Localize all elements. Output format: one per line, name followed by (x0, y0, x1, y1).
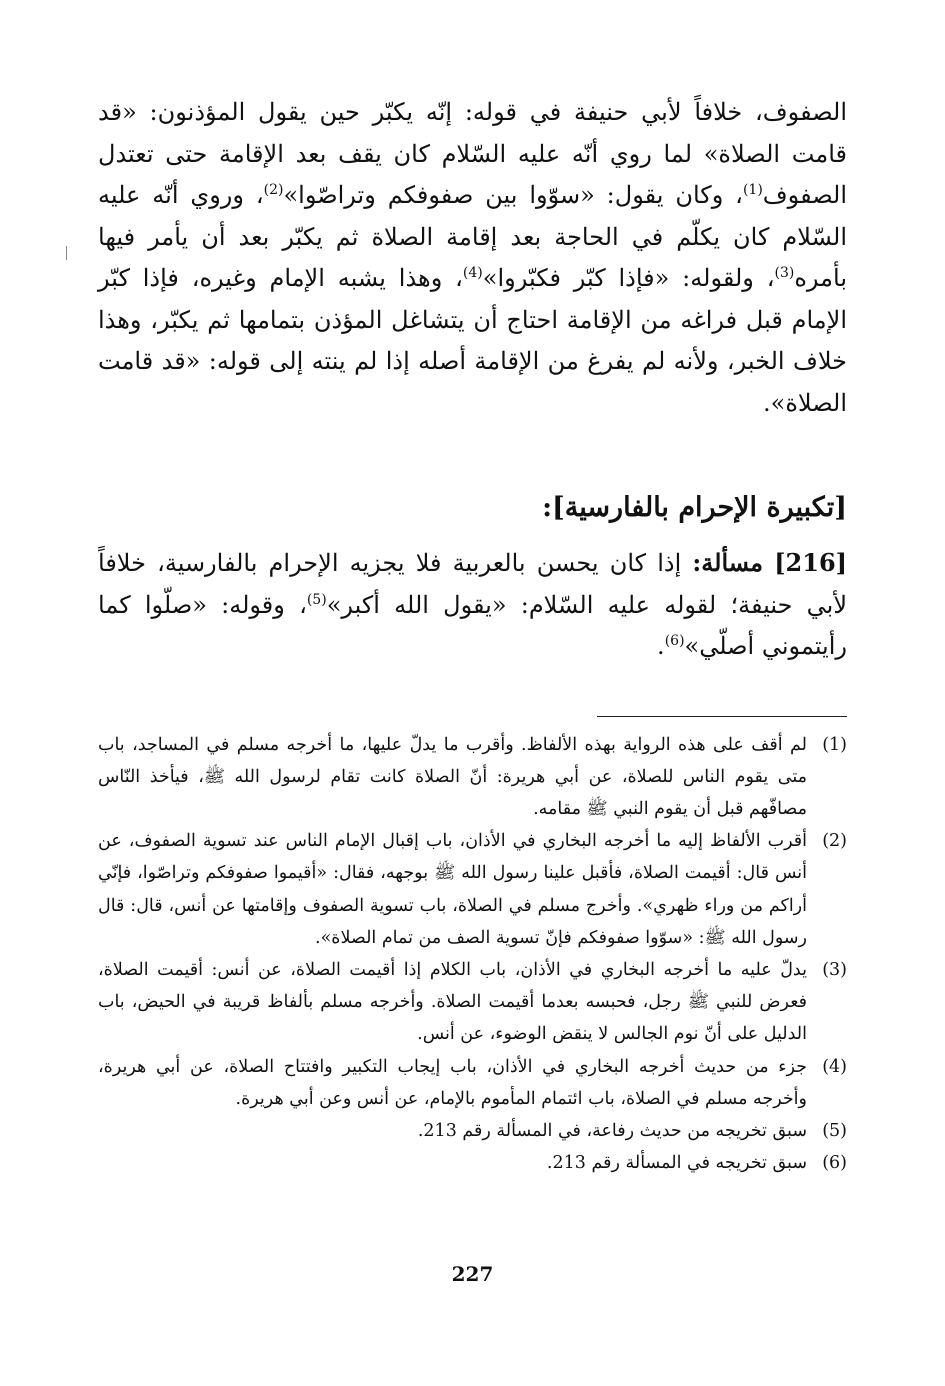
footnote-text: لم أقف على هذه الرواية بهذه الألفاظ. وأقرب ما يدلّ عليها، ما أخرجه مسلم في المساجد، باب متى يقوم الناس للصلاة، عن أبي هريرة: أنّ الصلاة كانت تقام لرسول الله ﷺ، فيأخذ النّاس مصافّهم قبل أن يقوم النبي ﷺ مقامه. (98, 734, 807, 819)
footnote-ref-4: (4) (462, 265, 483, 281)
main-text (98, 92, 847, 668)
footnote-number: (5) (822, 1120, 847, 1141)
footnote-4 (98, 1051, 847, 1115)
footnote-1 (98, 729, 847, 826)
paragraph-1 (98, 92, 847, 424)
footnotes (98, 729, 847, 1180)
footnote-text: سبق تخريجه في المسألة رقم 213. (546, 1153, 807, 1174)
footnote-number: (1) (822, 734, 847, 755)
margin-mark (66, 246, 67, 260)
footnote-2 (98, 825, 847, 954)
footnote-number: (3) (822, 959, 847, 980)
paragraph-1-text: ، وروي أنّه عليه السّلام كان يكلّم في الحاجة بعد إقامة الصلاة ثم يكبّر بعد أن يأمر فيها بأمره (98, 181, 848, 292)
paragraph-1-text: ، وكان يقول: «سوّوا بين صفوفكم وتراصّوا» (283, 181, 743, 209)
footnote-number: (6) (822, 1153, 847, 1174)
footnote-text: أقرب الألفاظ إليه ما أخرجه البخاري في الأذان، باب إقبال الإمام الناس عند تسوية الصفوف، عن أنس قال: أقيمت الصلاة، فأقبل علينا رسول الله ﷺ بوجهه، فقال: «أقيموا صفوفكم وتراصّوا، فإنّي أراكم من وراء ظهري». وأخرج مسلم في الصلاة، باب تسوية الصفوف وإقامتها عن أنس، قال: قال رسول الله ﷺ: «سوّوا صفوفكم فإنّ تسوية الصف من تمام الصلاة». (98, 831, 807, 948)
page-number: 227 (451, 1262, 494, 1286)
paragraph-1-text: الصفوف، خلافاً لأبي حنيفة في قوله: إنّه يكبّر حين يقول المؤذنون: «قد قامت الصلاة» لما روي أنّه عليه السّلام كان يقف بعد الإقامة حتى تعتدل الصفوف (98, 98, 848, 209)
footnote-ref-1: (1) (742, 182, 763, 198)
paragraph-2-text: . (657, 632, 665, 660)
issue-label: مسألة: (692, 548, 764, 577)
footnote-text: سبق تخريجه من حديث رفاعة، في المسألة رقم 213. (417, 1120, 807, 1141)
footnote-ref-6: (6) (664, 633, 685, 649)
footnote-ref-2: (2) (263, 182, 284, 198)
footnote-number: (4) (822, 1056, 847, 1077)
section-heading: [تكبيرة الإحرام بالفارسية]: (542, 492, 847, 523)
footnote-ref-5: (5) (306, 591, 327, 608)
footnote-5 (98, 1115, 847, 1147)
footnote-number: (2) (822, 831, 847, 852)
footnote-text: جزء من حديث أخرجه البخاري في الأذان، باب إيجاب التكبير وافتتاح الصلاة، عن أبي هريرة، وأخرجه مسلم في الصلاة، باب ائتمام المأموم بالإمام، عن أنس وعن أبي هريرة. (98, 1056, 807, 1109)
footnote-text: يدلّ عليه ما أخرجه البخاري في الأذان، باب الكلام إذا أقيمت الصلاة، عن أنس: أقيمت الصلاة، فعرض للنبي ﷺ رجل، فحبسه بعدما أقيمت الصلاة. وأخرجه مسلم بألفاظ قريبة في الحيض، باب الدليل على أنّ نوم الجالس لا ينقض الوضوء، عن أنس. (98, 959, 807, 1045)
paragraph-1-text: ، وهذا يشبه الإمام وغيره، فإذا كبّر الإمام قبل فراغه من الإقامة احتاج أن يتشاغل المؤذن بتمامها ثم يكبّر، وهذا خلاف الخبر، ولأنه لم يفرغ من الإقامة أصله إذا لم ينته إلى قوله: «قد قامت الصلاة». (98, 264, 847, 417)
footnote-divider (597, 716, 847, 717)
paragraph-2-text: ، وقوله: «صلّوا كما رأيتموني أصلّي» (98, 590, 847, 660)
paragraph-1-text: ، ولقوله: «فإذا كبّر فكبّروا» (482, 264, 775, 292)
paragraph-2 (98, 542, 847, 668)
footnote-ref-3: (3) (774, 265, 795, 281)
issue-number: [216] (774, 548, 848, 577)
footnote-6 (98, 1147, 847, 1179)
footnote-3 (98, 954, 847, 1051)
paragraph-2-text: إذا كان يحسن بالعربية فلا يجزيه الإحرام بالفارسية، خلافاً لأبي حنيفة؛ لقوله عليه السّلام: «يقول الله أكبر» (98, 549, 848, 619)
